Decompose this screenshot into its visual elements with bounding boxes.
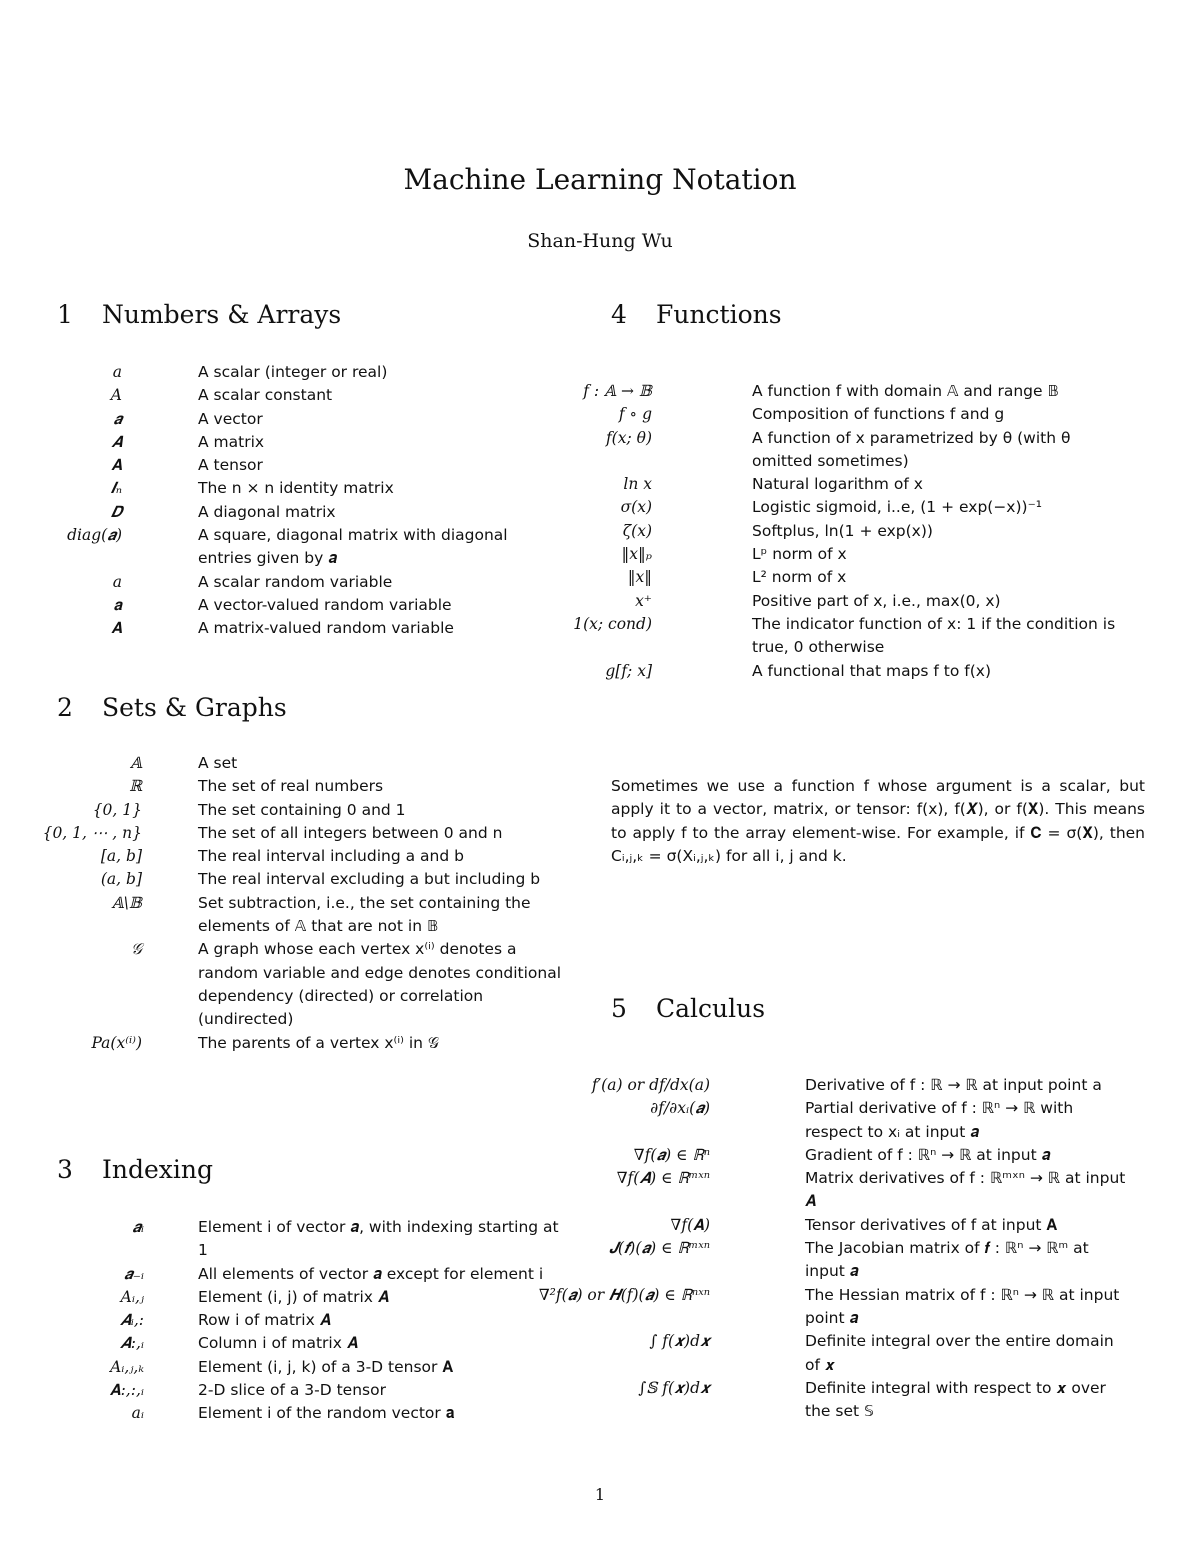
notation-symbol: 𝐚 — [113, 595, 122, 614]
section-title: Indexing — [102, 1155, 213, 1184]
notation-row — [573, 613, 1124, 660]
notation-row — [0, 454, 548, 477]
notation-row — [600, 660, 1124, 683]
notation-list-functions — [573, 380, 1200, 683]
notation-description: The real interval excluding a but including b — [198, 870, 541, 889]
notation-row — [0, 938, 568, 1031]
document-title: Machine Learning Notation — [403, 163, 797, 196]
notation-row — [600, 403, 1124, 426]
notation-description: Softplus, ln(1 + exp(x)) — [752, 521, 933, 540]
section-title: Calculus — [656, 994, 766, 1023]
notation-row — [600, 1167, 1130, 1214]
notation-symbol: f(x; θ) — [605, 428, 652, 447]
notation-description: A diagonal matrix — [198, 502, 336, 521]
notation-symbol: ∇f(𝒂) ∈ ℝⁿ — [633, 1145, 710, 1164]
notation-row — [0, 384, 548, 407]
notation-description: Element (i, j, k) of a 3-D tensor 𝐀 — [198, 1357, 454, 1376]
notation-description: Derivative of f : ℝ → ℝ at input point a — [805, 1076, 1102, 1094]
notation-description: Tensor derivatives of f at input 𝐀 — [805, 1215, 1058, 1234]
notation-symbol: ln x — [623, 475, 652, 494]
notation-row — [600, 1377, 1130, 1424]
notation-symbol: a — [112, 363, 122, 381]
notation-description: The set containing 0 and 1 — [198, 800, 406, 819]
notation-row — [0, 1356, 570, 1379]
section-heading — [57, 300, 341, 329]
notation-row — [600, 590, 1124, 613]
section-title: Functions — [656, 300, 782, 329]
section-number: 2 — [57, 693, 73, 722]
notation-symbol: Aᵢ,ⱼ — [120, 1287, 144, 1306]
notation-description: The real interval including a and b — [198, 847, 464, 866]
notation-symbol: 𝒂ᵢ — [132, 1218, 144, 1236]
notation-symbol: 𝑱(𝒇)(𝒂) ∈ ℝᵐˣⁿ — [609, 1239, 710, 1258]
notation-row — [600, 1214, 1130, 1237]
notation-symbol: [a, b] — [100, 847, 142, 866]
notation-symbol: ∇²f(𝒂) or 𝑯(f)(𝒂) ∈ ℝⁿˣⁿ — [538, 1285, 710, 1304]
notation-list-calculus — [538, 1074, 1200, 1423]
notation-symbol: x⁺ — [635, 591, 652, 610]
section-numbers-arrays — [57, 300, 341, 329]
notation-symbol: 𝒢 — [130, 940, 142, 959]
notation-description: The Hessian matrix of f : ℝⁿ → ℝ at input point 𝒂 — [805, 1285, 1120, 1327]
notation-symbol: 1(x; cond) — [573, 614, 652, 633]
section-heading — [57, 1155, 213, 1184]
notation-row — [0, 361, 548, 384]
notation-symbol: Pa(x⁽ⁱ⁾) — [91, 1033, 142, 1052]
notation-list-numbers-arrays — [0, 361, 600, 641]
notation-symbol: ∫ f(𝒙)d𝒙 — [649, 1332, 710, 1351]
notation-symbol: ‖x‖ₚ — [621, 545, 652, 564]
notation-row — [0, 822, 568, 845]
notation-row — [0, 524, 548, 571]
notation-row — [600, 520, 1124, 543]
notation-row — [0, 1332, 570, 1355]
notation-symbol: aᵢ — [131, 1404, 144, 1423]
notation-description: A function f with domain 𝔸 and range 𝔹 — [752, 382, 1059, 400]
notation-row — [538, 1284, 1130, 1331]
notation-symbol: (a, b] — [100, 870, 142, 889]
section-number: 4 — [611, 300, 627, 329]
notation-row — [600, 543, 1124, 566]
notation-row — [600, 473, 1124, 496]
notation-description: The parents of a vertex x⁽ⁱ⁾ in 𝒢 — [198, 1033, 439, 1052]
notation-symbol: 𝐀:,:,ᵢ — [109, 1381, 144, 1400]
notation-row — [0, 1309, 570, 1332]
notation-symbol: 𝑨ᵢ,: — [119, 1311, 144, 1330]
notation-symbol: 𝑫 — [110, 502, 122, 521]
notation-description: Composition of functions f and g — [752, 405, 1005, 424]
section-number: 3 — [57, 1155, 73, 1184]
section-number: 5 — [611, 994, 627, 1023]
section-heading — [57, 693, 287, 722]
section-title: Sets & Graphs — [102, 693, 287, 722]
notation-symbol: ζ(x) — [622, 521, 652, 540]
notation-row — [600, 427, 1124, 474]
notation-description: Element i of the random vector 𝐚 — [198, 1404, 455, 1423]
notation-row — [600, 1330, 1130, 1377]
notation-row — [0, 1032, 568, 1055]
notation-symbol: {0, 1} — [92, 800, 142, 819]
notation-row — [0, 1379, 570, 1402]
notation-description: A graph whose each vertex x⁽ⁱ⁾ denotes a random variable and edge denotes conditional dependency (directed) or correlation (undirected) — [198, 940, 562, 1029]
notation-row — [0, 501, 548, 524]
notation-description: A tensor — [198, 456, 263, 475]
notation-row — [0, 617, 548, 640]
notation-description: A matrix — [198, 432, 265, 451]
notation-symbol: ∫𝕊 f(𝒙)d𝒙 — [638, 1378, 710, 1397]
notation-list-sets-graphs — [0, 752, 600, 1055]
notation-description: A function of x parametrized by θ (with θ omitted sometimes) — [752, 428, 1071, 470]
section-indexing — [57, 1155, 213, 1184]
notation-description: Definite integral with respect to 𝒙 over the set 𝕊 — [805, 1378, 1106, 1421]
notation-description: A vector — [198, 409, 263, 428]
notation-symbol: f : 𝔸 → 𝔹 — [583, 382, 652, 400]
notation-row — [0, 571, 548, 594]
notation-description: L² norm of x — [752, 568, 847, 587]
notation-row — [0, 752, 568, 775]
notation-description: The indicator function of x: 1 if the condition is true, 0 otherwise — [752, 614, 1116, 657]
notation-symbol: ∇f(𝑨) ∈ ℝᵐˣⁿ — [616, 1169, 710, 1188]
section-heading — [611, 300, 782, 329]
notation-description: The Jacobian matrix of 𝒇 : ℝⁿ → ℝᵐ at input 𝒂 — [805, 1239, 1089, 1281]
notation-row — [583, 380, 1124, 403]
notation-row — [600, 1097, 1130, 1144]
notation-row — [0, 1286, 570, 1309]
notation-symbol: A — [110, 386, 122, 405]
notation-row — [600, 496, 1124, 519]
notation-description: Definite integral over the entire domain of 𝒙 — [805, 1332, 1114, 1374]
notation-description: Column i of matrix 𝑨 — [198, 1334, 358, 1353]
notation-row — [0, 868, 568, 891]
notation-symbol: 𝐀 — [111, 456, 122, 475]
notation-row — [0, 431, 548, 454]
notation-row — [0, 408, 548, 431]
notation-symbol: f ∘ g — [618, 405, 652, 424]
notation-row — [0, 1216, 570, 1263]
notation-row — [0, 845, 568, 868]
notation-description: Element (i, j) of matrix 𝑨 — [198, 1287, 389, 1306]
notation-symbol: 𝐀 — [111, 619, 122, 638]
notation-symbol: 𝒂 — [113, 409, 122, 428]
section-title: Numbers & Arrays — [102, 300, 342, 329]
notation-symbol: 𝑨 — [111, 432, 122, 451]
notation-description: Logistic sigmoid, i..e, (1 + exp(−x))⁻¹ — [752, 498, 1042, 517]
section-sets-graphs — [57, 693, 287, 722]
notation-row — [0, 594, 548, 617]
notation-description: A scalar random variable — [198, 572, 393, 591]
notation-row — [591, 1074, 1130, 1097]
notation-row — [0, 775, 568, 798]
notation-row — [0, 892, 568, 939]
notation-symbol: 𝑨:,ᵢ — [119, 1334, 144, 1353]
notation-symbol: 𝔸 — [129, 754, 142, 772]
notation-description: A vector-valued random variable — [198, 595, 452, 614]
notation-description: A set — [198, 754, 238, 772]
notation-symbol: 𝔸\𝔹 — [111, 893, 142, 912]
notation-symbol: ∂f/∂xᵢ(𝒂) — [650, 1099, 710, 1118]
notation-description: A functional that maps f to f(x) — [752, 661, 992, 680]
notation-symbol: f′(a) or df/dx(a) — [591, 1076, 710, 1094]
notation-symbol: a — [112, 572, 122, 591]
notation-description: Partial derivative of f : ℝⁿ → ℝ with respect to xᵢ at input 𝒂 — [805, 1099, 1074, 1141]
section-functions — [611, 300, 782, 329]
notation-description: Positive part of x, i.e., max(0, x) — [752, 591, 1001, 610]
notation-description: A scalar constant — [198, 386, 333, 405]
page-number: 1 — [594, 1485, 606, 1504]
notation-row — [600, 1144, 1130, 1167]
notation-description: 2-D slice of a 3-D tensor — [198, 1381, 386, 1400]
section-calculus — [611, 994, 765, 1023]
notation-description: Gradient of f : ℝⁿ → ℝ at input 𝒂 — [805, 1145, 1051, 1164]
notation-description: Set subtraction, i.e., the set containing the elements of 𝔸 that are not in 𝔹 — [198, 893, 531, 936]
notation-symbol: ℝ — [129, 777, 142, 796]
section-heading — [611, 994, 765, 1023]
notation-description: A matrix-valued random variable — [198, 619, 454, 638]
notation-symbol: {0, 1, ⋯ , n} — [42, 823, 142, 842]
notation-description: The set of all integers between 0 and n — [198, 823, 503, 842]
notation-row — [0, 1402, 570, 1425]
notation-symbol: 𝑰ₙ — [110, 479, 122, 498]
notation-symbol: Aᵢ,ⱼ,ₖ — [110, 1357, 144, 1376]
notation-symbol: g[f; x] — [605, 661, 652, 680]
notation-description: Lᵖ norm of x — [752, 545, 847, 564]
notation-description: Natural logarithm of x — [752, 475, 923, 494]
notation-description: Matrix derivatives of f : ℝᵐˣⁿ → ℝ at input 𝑨 — [805, 1169, 1126, 1211]
notation-symbol: σ(x) — [620, 498, 652, 517]
notation-description: A square, diagonal matrix with diagonal entries given by 𝒂 — [198, 526, 508, 568]
notation-description: Element i of vector 𝒂, with indexing starting at 1 — [198, 1218, 559, 1260]
notation-row — [600, 566, 1124, 589]
notation-description: Row i of matrix 𝑨 — [198, 1311, 331, 1330]
notation-description: The set of real numbers — [198, 777, 384, 796]
notation-row — [0, 799, 568, 822]
document-author: Shan-Hung Wu — [527, 230, 673, 252]
notation-list-indexing — [0, 1216, 600, 1426]
elementwise-paragraph: Sometimes we use a function f whose argument is a scalar, but apply it to a vector, matrix, or tensor: f(x), f(𝑿), or f(𝐗). This means to apply f to the array element-wise. For example, if 𝐂 = σ(𝐗), then Cᵢ,ⱼ,ₖ = σ(Xᵢ,ⱼ,ₖ) for all i, j and k. — [611, 777, 1145, 865]
notation-symbol: diag(𝒂) — [67, 526, 122, 545]
notation-description: A scalar (integer or real) — [198, 363, 388, 381]
notation-description: All elements of vector 𝒂 except for element i — [198, 1264, 544, 1283]
notation-row — [0, 477, 548, 500]
section-number: 1 — [57, 300, 73, 329]
notation-row — [600, 1237, 1130, 1284]
notation-symbol: 𝒂₋ᵢ — [123, 1264, 144, 1283]
notation-row — [0, 1263, 570, 1286]
notation-description: The n × n identity matrix — [198, 479, 394, 498]
notation-symbol: ‖x‖ — [627, 568, 652, 587]
notation-symbol: ∇f(𝐀) — [670, 1215, 710, 1234]
